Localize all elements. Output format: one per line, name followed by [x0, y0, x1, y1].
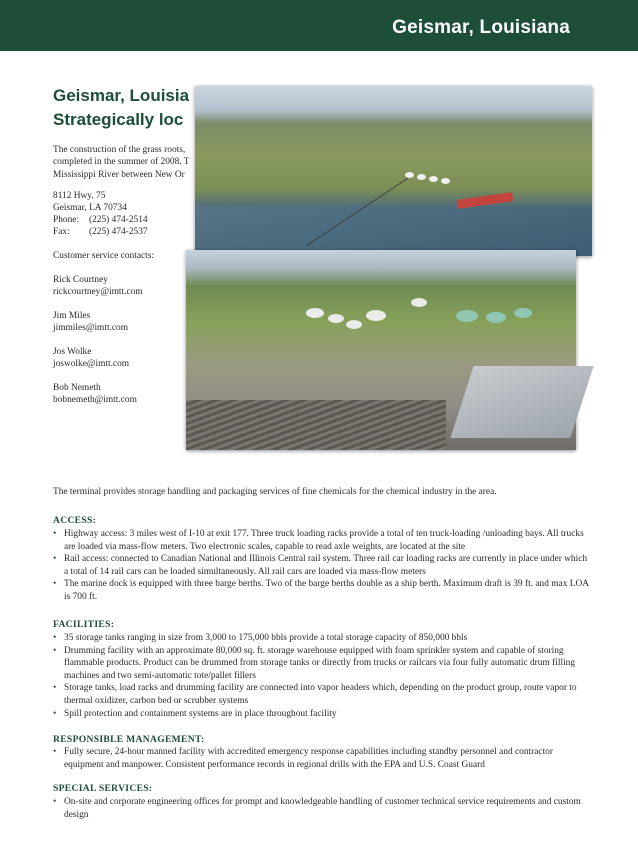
management-heading: RESPONSIBLE MANAGEMENT: [53, 734, 205, 745]
tank-shape [405, 172, 414, 178]
tank-shape [411, 298, 427, 307]
phone-line [53, 214, 154, 226]
phone-number: (225) 474-2514 [89, 215, 148, 225]
address-line: Geismar, LA 70734 [53, 203, 127, 213]
page-title: Geismar, Louisiana [392, 17, 570, 38]
contact-email[interactable]: joswolke@imtt.com [53, 359, 130, 369]
facilities-list [53, 632, 593, 720]
aerial-photo-terminal [186, 250, 576, 450]
intro-line: completed in the summer of 2008. T [53, 157, 190, 168]
list-item: • Highway access: 3 miles west of I-10 at exit 177. Three truck loading racks provide a total of ten truck-loading /unloading bays. All trucks are loaded via mass-flow meters. Two electronic scales, capable to read axle weights, are located at the site [53, 528, 593, 553]
management-list [53, 746, 593, 771]
special-services-heading: SPECIAL SERVICES: [53, 783, 153, 794]
contact-name: Rick Courtney [53, 275, 108, 285]
fax-label: Fax: [53, 227, 70, 237]
special-services-list [53, 796, 593, 821]
list-item: • On-site and corporate engineering offices for prompt and knowledgeable handling of customer technical service requirements and custom design [53, 796, 593, 821]
intro-line: The construction of the grass roots, [53, 145, 186, 155]
contacts-heading: Customer service contacts: [53, 251, 155, 261]
phone-label: Phone: [53, 215, 80, 225]
facilities-heading: FACILITIES: [53, 619, 115, 630]
aerial-photo-marine-dock [195, 86, 592, 256]
list-item: • Spill protection and containment systems are in place throughout facility [53, 708, 593, 721]
list-item: • Rail access: connected to Canadian National and Illinois Central rail system. Three rail car loading racks are currently in place under which a total of 14 rail cars can be loaded simultaneously. All rail cars are loaded via mass-flow meters [53, 553, 593, 578]
list-item: • Drumming facility with an approximate 80,000 sq. ft. storage warehouse equipped with foam sprinkler system and capable of storing flammable products. Product can be drummed from storage tanks or directly from trucks or railcars via four fully automatic drum filling machines and two semi-automatic tote/pallet fillers [53, 645, 593, 683]
list-item: • 35 storage tanks ranging in size from 3,000 to 175,000 bbls provide a total storage capacity of 850,000 bbls [53, 632, 593, 645]
summary-text: The terminal provides storage handling and packaging services of fine chemicals for the chemical industry in the area. [53, 487, 497, 497]
tank-shape [306, 308, 324, 318]
tank-shape [346, 320, 362, 329]
section-heading-line-1: Geismar, Louisia [53, 86, 190, 105]
header-banner [0, 0, 638, 51]
tank-shape [328, 314, 344, 323]
contact-email[interactable]: jimmiles@imtt.com [53, 323, 129, 333]
contact-name: Bob Nemeth [53, 383, 101, 393]
contact-email[interactable]: bobnemeth@imtt.com [53, 395, 137, 405]
tank-shape [441, 178, 450, 184]
fax-line [53, 226, 154, 238]
list-item: • Fully secure, 24-hour manned facility with accredited emergency response capabilities including standby personnel and contractor equipment and manpower. Consistent performance records in regional drills with the EPA and U.S. Coast Guard [53, 746, 593, 771]
contact-name: Jos Wolke [53, 347, 92, 357]
intro-line: Mississippi River between New Or [53, 169, 185, 180]
section-heading-line-2: Strategically loc [53, 110, 184, 129]
contact-name: Jim Miles [53, 311, 91, 321]
tank-shape [456, 310, 478, 322]
access-list [53, 528, 593, 604]
fax-number: (225) 474-2537 [89, 227, 148, 237]
tank-shape [417, 174, 426, 180]
warehouse-shape [450, 366, 593, 438]
tank-shape [366, 310, 386, 321]
tank-shape [486, 312, 506, 323]
list-item: • The marine dock is equipped with three barge berths. Two of the barge berths double as a ship berth. Maximum draft is 39 ft. and max LOA is 700 ft. [53, 578, 593, 603]
rail-yard-area [186, 400, 446, 450]
address-line: 8112 Hwy. 75 [53, 191, 106, 201]
river-area [195, 206, 592, 256]
contact-block [53, 190, 154, 406]
list-item: • Storage tanks, load racks and drumming facility are connected into vapor headers which, depending on the product group, route vapor to thermal oxidizer, carbon bed or scrubber systems [53, 682, 593, 707]
tank-shape [429, 176, 438, 182]
tank-shape [514, 308, 532, 318]
access-heading: ACCESS: [53, 515, 97, 526]
contact-email[interactable]: rickcourtney@imtt.com [53, 287, 143, 297]
